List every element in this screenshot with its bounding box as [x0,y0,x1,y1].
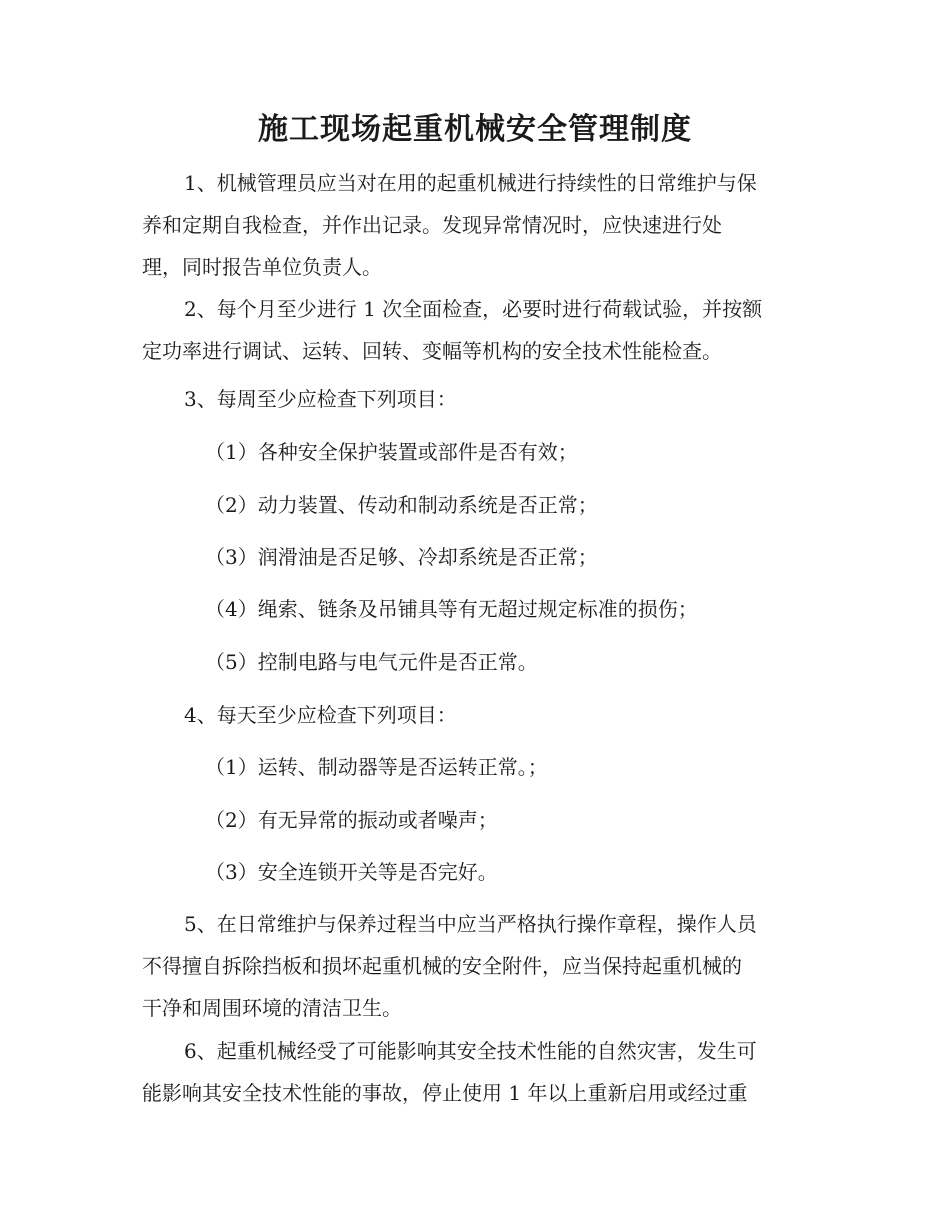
paragraph-4-heading-text: 4、每天至少应检查下列项目： [184,703,457,727]
paragraph-5-line-3: 干净和周围环境的清洁卫生。 [142,996,402,1020]
daily-check-item: （1）运转、制动器等是否运转正常。； [205,755,548,779]
weekly-check-item: （4）绳索、链条及吊铺具等有无超过规定标准的损伤； [205,597,698,621]
paragraph-2-line-1: 2、每个月至少进行 1 次全面检查，必要时进行荷载试验，并按额 [184,297,763,321]
daily-check-item: （3）安全连锁开关等是否完好。 [205,860,498,884]
daily-check-item: （2）有无异常的振动或者噪声； [205,808,498,832]
weekly-check-item: （2）动力装置、传动和制动系统是否正常； [205,493,598,517]
paragraph-6-line-2: 能影响其安全技术性能的事故，停止使用 1 年以上重新启用或经过重 [142,1081,748,1105]
paragraph-5 [142,903,822,1029]
paragraph-1-line-1: 1、机械管理员应当对在用的起重机械进行持续性的日常维护与保 [184,171,757,195]
weekly-check-item: （5）控制电路与电气元件是否正常。 [205,650,538,674]
paragraph-4-heading [142,694,822,736]
paragraph-1-line-2: 养和定期自我检查，并作出记录。发现异常情况时，应快速进行处 [142,213,722,237]
weekly-check-item: （1）各种安全保护装置或部件是否有效； [205,440,578,464]
paragraph-3-heading [142,378,822,420]
paragraph-1-line-3: 理，同时报告单位负责人。 [142,255,382,279]
paragraph-3-heading-text: 3、每周至少应检查下列项目： [184,387,457,411]
paragraph-1 [142,162,822,288]
paragraph-5-line-1: 5、在日常维护与保养过程当中应当严格执行操作章程，操作人员 [184,912,757,936]
paragraph-2 [142,288,822,372]
paragraph-2-line-2: 定功率进行调试、运转、回转、变幅等机构的安全技术性能检查。 [142,339,722,363]
weekly-check-item: （3）润滑油是否足够、冷却系统是否正常； [205,545,598,569]
paragraph-6-line-1: 6、起重机械经受了可能影响其安全技术性能的自然灾害，发生可 [184,1039,757,1063]
paragraph-6 [142,1030,822,1114]
paragraph-5-line-2: 不得擅自拆除挡板和损坏起重机械的安全附件，应当保持起重机械的 [142,954,742,978]
document-title: 施工现场起重机械安全管理制度 [258,112,692,147]
